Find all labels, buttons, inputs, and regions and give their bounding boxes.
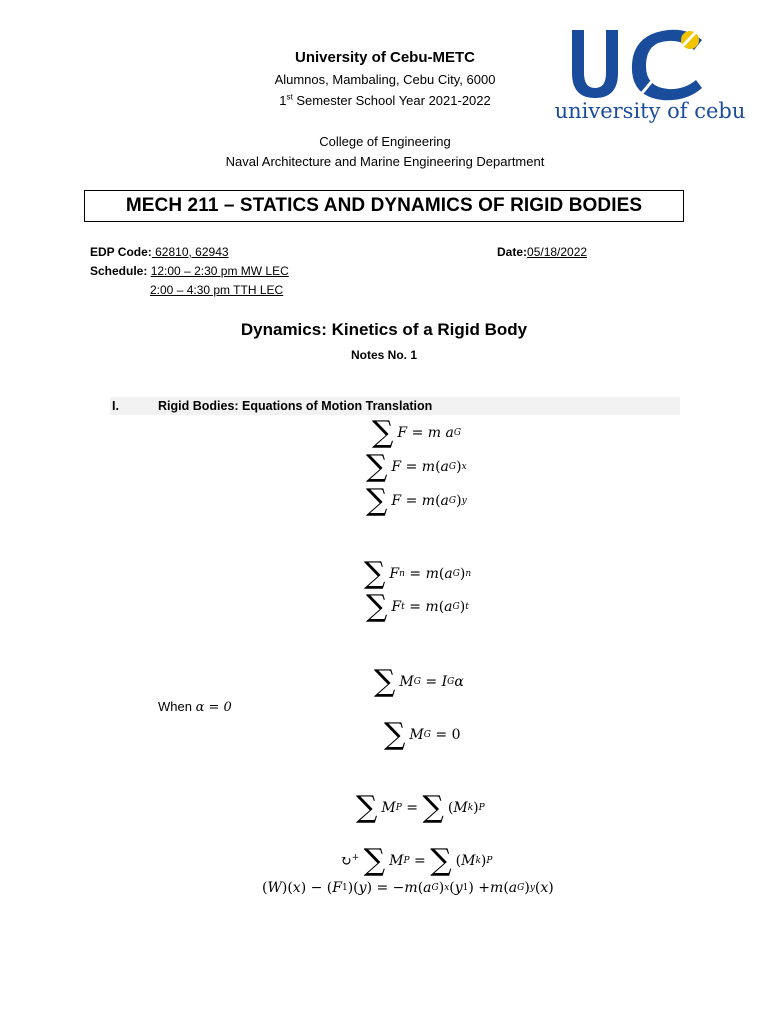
edp-label: EDP Code:: [90, 245, 152, 259]
college-name: College of Engineering: [319, 134, 451, 149]
section-title: Rigid Bodies: Equations of Motion Translation: [158, 399, 433, 413]
university-logo: [550, 18, 750, 128]
equation-sum-fx: ∑ F = m ( a G ) x: [366, 449, 467, 484]
when-math: α = 0: [195, 700, 232, 715]
course-title-box: [84, 190, 684, 222]
section-heading: [110, 397, 680, 415]
equation-sum-fn: ∑ F n = m ( a G ) n: [364, 556, 472, 591]
when-text: When: [158, 699, 196, 714]
equation-sum-fy: ∑ F = m ( a G ) y: [366, 483, 467, 518]
university-name: University of Cebu-METC: [294, 49, 475, 66]
equation-expanded: ( W )( x ) − ( F 1 )( y ) = − m ( a G ) x ( y 1 ) + m ( a G ) y ( x ): [262, 880, 554, 896]
department-name: Naval Architecture and Marine Engineering Department: [225, 154, 545, 169]
equation-moment-p-ccw: ↻+ ∑ M P = ∑ ( M k ) P: [340, 843, 493, 878]
semester-number: 1: [279, 93, 287, 108]
semester-text: Semester School Year 2021-2022: [292, 93, 491, 108]
schedule-label: Schedule:: [90, 264, 148, 278]
date: [497, 245, 587, 259]
section-number: I.: [112, 399, 119, 413]
equation-moment-p: ∑ M P = ∑ ( M k ) P: [356, 790, 485, 825]
university-address: Alumnos, Mambaling, Cebu City, 6000: [274, 72, 496, 87]
edp-code: [90, 245, 229, 259]
equation-sum-mg: ∑ M G = I G α: [374, 664, 464, 699]
schedule-line-2: 2:00 – 4:30 pm TTH LEC: [150, 283, 284, 297]
edp-value: 62810, 62943: [151, 245, 229, 259]
logo-uc-mark: [572, 28, 702, 108]
equation-sum-mg-zero: ∑ M G = 0: [384, 717, 461, 752]
page-title: Dynamics: Kinetics of a Rigid Body: [240, 320, 528, 339]
schedule: [90, 264, 289, 278]
course-title: MECH 211 – STATICS AND DYNAMICS OF RIGID BODIES: [125, 195, 643, 216]
logo-wordmark: university of cebu: [554, 99, 746, 123]
equation-sum-f: ∑ F = m a G: [372, 415, 462, 450]
schedule-2: [150, 283, 283, 297]
schedule-line-1: 12:00 – 2:30 pm MW LEC: [150, 264, 289, 278]
date-label: Date:: [497, 245, 528, 259]
date-value: 05/18/2022: [527, 245, 588, 259]
when-condition: [158, 699, 232, 715]
equation-sum-ft: ∑ F t = m ( a G ) t: [366, 589, 469, 624]
notes-number: Notes No. 1: [350, 348, 417, 362]
semester-ordinal: st: [286, 92, 293, 102]
